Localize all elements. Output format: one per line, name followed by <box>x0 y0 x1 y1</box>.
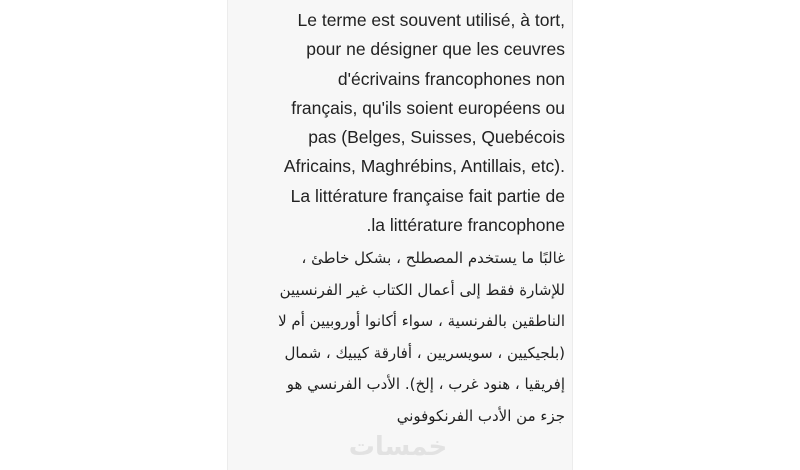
french-line: Africains, Maghrébins, Antillais, etc). <box>283 156 565 177</box>
document-page <box>228 0 572 470</box>
french-line: pour ne désigner que les ceuvres <box>306 39 565 60</box>
french-line: .la littérature francophone <box>366 215 565 236</box>
french-line: d'écrivains francophones non <box>337 68 565 89</box>
french-line: La littérature française fait partie de <box>290 185 565 206</box>
french-line: Le terme est souvent utilisé, à tort, <box>297 10 565 30</box>
arabic-line: الناطقين بالفرنسية ، سواء أكانوا أوروبيين أم لا <box>278 312 565 330</box>
arabic-line: للإشارة فقط إلى أعمال الكتاب غير الفرنسيين <box>279 280 565 299</box>
arabic-line: (بلجيكيين ، سويسريين ، أفارقة كيبيك ، شمال <box>284 343 565 362</box>
french-line: français, qu'ils soient européens ou <box>291 97 565 118</box>
arabic-line: غالبًا ما يستخدم المصطلح ، بشكل خاطئ ، <box>301 249 565 267</box>
watermark-logo: خمسات <box>348 432 448 462</box>
arabic-line: جزء من الأدب الفرنكوفوني <box>396 406 565 425</box>
french-line: pas (Belges, Suisses, Quebécois <box>308 127 565 148</box>
french-paragraph <box>240 6 565 240</box>
arabic-line: إفريقيا ، هنود غرب ، إلخ). الأدب الفرنسي هو <box>286 375 565 393</box>
arabic-paragraph <box>240 243 565 432</box>
